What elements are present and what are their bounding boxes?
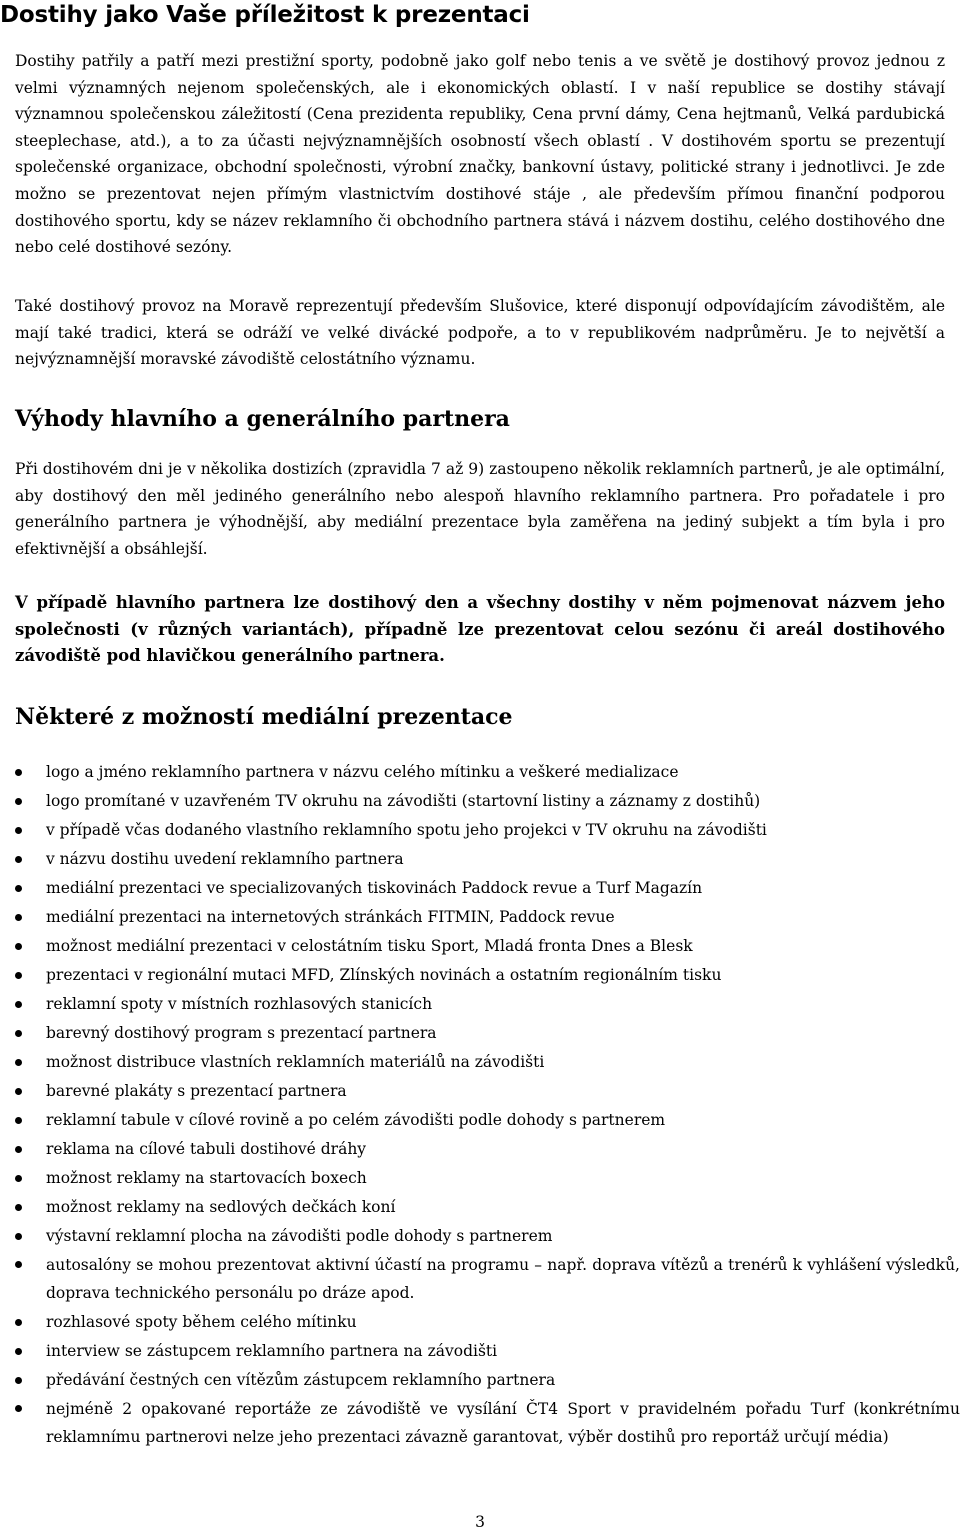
bullet-icon (15, 1175, 22, 1182)
list-item: logo promítané v uzavřeném TV okruhu na závodišti (startovní listiny a záznamy z dostihů) (15, 787, 960, 816)
list-item: možnost mediální prezentaci v celostátním tisku Sport, Mladá fronta Dnes a Blesk (15, 932, 960, 961)
list-item: prezentaci v regionální mutaci MFD, Zlínských novinách a ostatním regionálním tisku (15, 961, 960, 990)
advantages-heading: Výhody hlavního a generálního partnera (15, 406, 510, 432)
bullet-icon (15, 856, 22, 863)
list-item: předávání čestných cen vítězům zástupcem reklamního partnera (15, 1366, 960, 1395)
bullet-icon (15, 943, 22, 950)
bullet-icon (15, 1319, 22, 1326)
bullet-icon (15, 1059, 22, 1066)
list-item: v názvu dostihu uvedení reklamního partnera (15, 845, 960, 874)
list-item: autosalóny se mohou prezentovat aktivní účastí na programu – např. doprava vítězů a trenérů k vyhlášení výsledků, doprava technického personálu po dráze apod. (15, 1251, 960, 1308)
bullet-icon (15, 885, 22, 892)
list-item: mediální prezentaci ve specializovaných tiskovinách Paddock revue a Turf Magazín (15, 874, 960, 903)
bullet-icon (15, 1348, 22, 1355)
list-item: možnost distribuce vlastních reklamních materiálů na závodišti (15, 1048, 960, 1077)
list-item: rozhlasové spoty během celého mítinku (15, 1308, 960, 1337)
list-item: možnost reklamy na sedlových dečkách koní (15, 1193, 960, 1222)
bullet-icon (15, 1030, 22, 1037)
list-item: nejméně 2 opakované reportáže ze závodiště ve vysílání ČT4 Sport v pravidelném pořadu Turf (konkrétnímu reklamnímu partnerovi nelze jeho prezentaci závazně garantovat, výběr dostihů pro reportáž určují média) (15, 1395, 960, 1452)
list-item: barevný dostihový program s prezentací partnera (15, 1019, 960, 1048)
list-item: logo a jméno reklamního partnera v názvu celého mítinku a veškeré medializace (15, 758, 960, 787)
media-options-heading: Některé z možností mediální prezentace (15, 704, 513, 730)
bullet-icon (15, 914, 22, 921)
bullet-icon (15, 1088, 22, 1095)
bullet-icon (15, 1001, 22, 1008)
page-title: Dostihy jako Vaše příležitost k prezentaci (0, 2, 530, 28)
list-item: výstavní reklamní plocha na závodišti podle dohody s partnerem (15, 1222, 960, 1251)
moravia-paragraph: Také dostihový provoz na Moravě reprezentují především Slušovice, které disponují odpovídajícím závodištěm, ale mají také tradici, která se odráží ve velké divácké podpoře, a to v republikovém nadprůměru. Je to největší a nejvýznamnější moravské závodiště celostátního významu. (15, 297, 945, 369)
bullet-icon (15, 1377, 22, 1384)
media-options-list (15, 758, 960, 1452)
bullet-icon (15, 1405, 22, 1412)
bullet-icon (15, 1233, 22, 1240)
list-item: mediální prezentaci na internetových stránkách FITMIN, Paddock revue (15, 903, 960, 932)
list-item: reklama na cílové tabuli dostihové dráhy (15, 1135, 960, 1164)
bullet-icon (15, 972, 22, 979)
intro-paragraph: Dostihy patřily a patří mezi prestižní sporty, podobně jako golf nebo tenis a ve světě je dostihový provoz jednou z velmi významných nejenom společenských, ale i ekonomických oblastí. I v naší republice se dostihy stávají významnou společenskou záležitostí (Cena prezidenta republiky, Cena první dámy, Cena hejtmanů, Velká pardubická steeplechase, atd.), a to za účasti nejvýznamnějších osobností všech oblastí . V dostihovém sportu se prezentují společenské organizace, obchodní společnosti, výrobní značky, bankovní ústavy, politické strany i jednotlivci. Je zde možno se prezentovat nejen přímým vlastnictvím dostihové stáje , ale především přímou finanční podporou dostihového sportu, kdy se název reklamního či obchodního partnera stává i názvem dostihu, celého dostihového dne nebo celé dostihové sezóny. (15, 52, 945, 257)
bullet-icon (15, 1146, 22, 1153)
list-item: barevné plakáty s prezentací partnera (15, 1077, 960, 1106)
advantages-paragraph: Při dostihovém dni je v několika dostizích (zpravidla 7 až 9) zastoupeno několik reklamních partnerů, je ale optimální, aby dostihový den měl jediného generálního nebo alespoň hlavního reklamního partnera. Pro pořadatele i pro generálního partnera je výhodnější, aby mediální prezentace byla zaměřena na jediný subjekt a tím byla i pro efektivnější a obsáhlejší. (15, 460, 945, 558)
page-number: 3 (475, 1513, 485, 1531)
bullet-icon (15, 1261, 22, 1268)
list-item: reklamní spoty v místních rozhlasových stanicích (15, 990, 960, 1019)
list-item: možnost reklamy na startovacích boxech (15, 1164, 960, 1193)
bullet-icon (15, 827, 22, 834)
main-partner-callout: V případě hlavního partnera lze dostihový den a všechny dostihy v něm pojmenovat názvem jeho společnosti (v různých variantách), případně lze prezentovat celou sezónu či areál dostihového závodiště pod hlavičkou generálního partnera. (15, 593, 945, 666)
list-item: interview se zástupcem reklamního partnera na závodišti (15, 1337, 960, 1366)
bullet-icon (15, 1117, 22, 1124)
bullet-icon (15, 1204, 22, 1211)
list-item: v případě včas dodaného vlastního reklamního spotu jeho projekci v TV okruhu na závodišti (15, 816, 960, 845)
bullet-icon (15, 769, 22, 776)
bullet-icon (15, 798, 22, 805)
list-item: reklamní tabule v cílové rovině a po celém závodišti podle dohody s partnerem (15, 1106, 960, 1135)
